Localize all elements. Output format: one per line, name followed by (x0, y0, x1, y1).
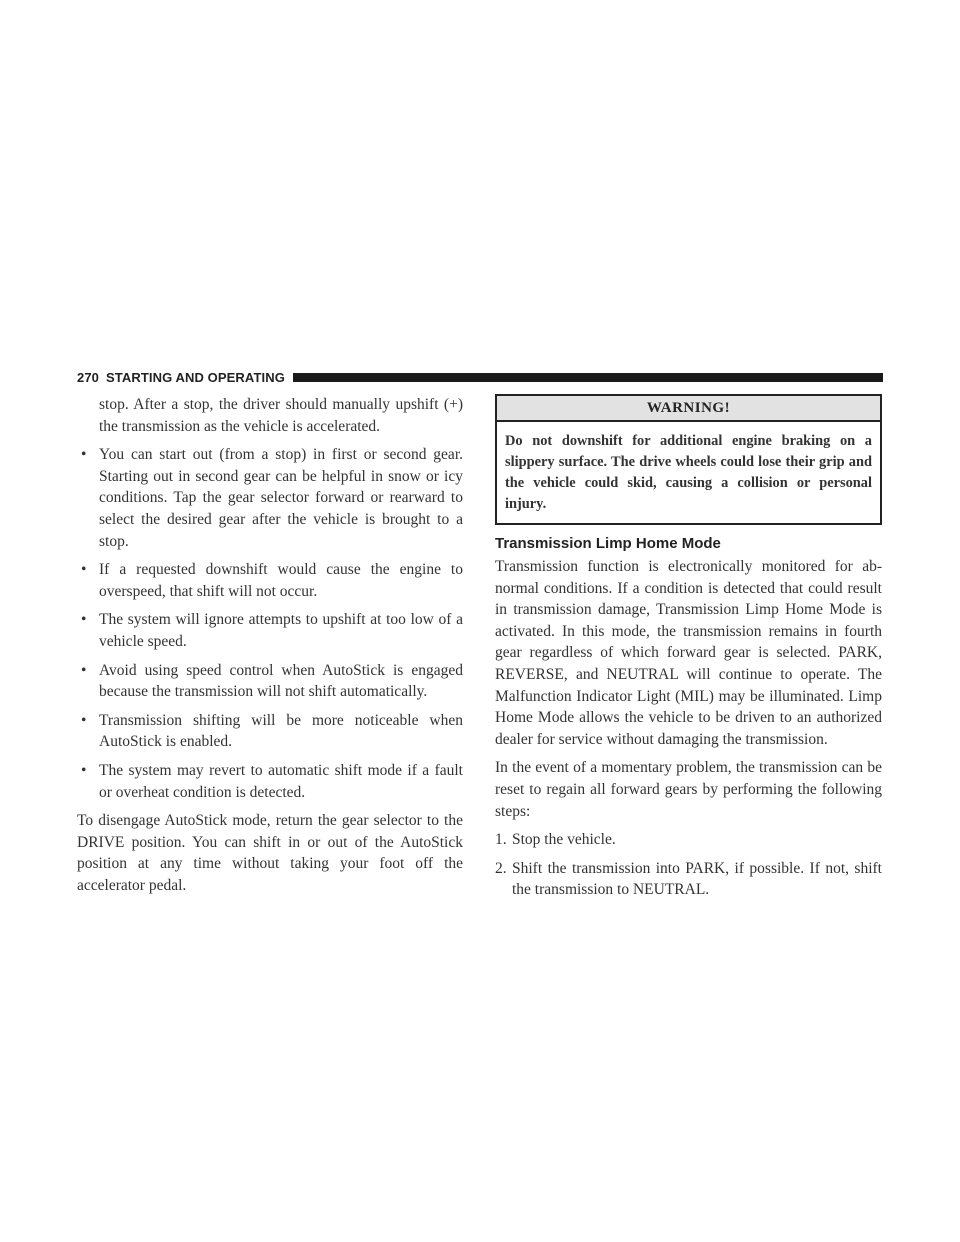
warning-title: WARNING! (497, 396, 880, 422)
bullet-icon: • (81, 761, 87, 779)
warning-box (495, 394, 882, 525)
warning-body: Do not downshift for additional engine braking on a slippery surface. The drive wheels could lose their grip and the vehicle could skid, causing a collision or personal injury. (505, 433, 872, 512)
list-item-text: You can start out (from a stop) in first or second gear. Starting out in second gear can be helpful in snow or icy conditions. Tap the gear selector forward or rearward to select the desired gear after the vehicle is brought to a stop. (99, 446, 463, 550)
list-item-text: The system will ignore attempts to upshift at too low of a vehicle speed. (99, 611, 463, 650)
section-heading: Transmission Limp Home Mode (495, 535, 721, 552)
step-number: 2. (495, 859, 507, 877)
bullet-icon: • (81, 611, 87, 629)
step-text: Stop the vehicle. (512, 831, 616, 849)
right-column (495, 394, 882, 901)
closing-paragraph: To disengage AutoStick mode, return the gear selector to the DRIVE position. You can shift in or out of the AutoStick position at any time without taking your foot off the accelerator pedal. (77, 812, 463, 894)
bullet-icon: • (81, 661, 87, 679)
body-paragraph: In the event of a momentary problem, the transmission can be reset to regain all forward gears by performing the following steps: (495, 759, 882, 820)
list-item-text: If a requested downshift would cause the engine to overspeed, that shift will not occur. (99, 561, 463, 600)
list-item-text: Avoid using speed control when AutoStick is engaged because the transmission will not shift automatically. (99, 661, 463, 701)
step-text: Shift the transmission into PARK, if possible. If not, shift the transmission to NEUTRAL. (512, 859, 882, 899)
bullet-icon: • (81, 446, 87, 464)
bullet-icon: • (81, 711, 87, 729)
step-number: 1. (495, 831, 507, 849)
list-item (77, 760, 463, 803)
list-item-text: The system may revert to automatic shift mode if a fault or overheat condition is detected. (99, 761, 463, 801)
list-item (77, 660, 463, 703)
section-title: STARTING AND OPERATING (106, 369, 285, 385)
bullet-icon: • (81, 561, 87, 579)
continuation-text: stop. After a stop, the driver should manually upshift (+) the transmission as the vehicle is accelerated. (99, 396, 463, 435)
page-number: 270 (77, 369, 99, 385)
page-header (77, 369, 883, 385)
list-item-text: Transmission shifting will be more noticeable when AutoStick is enabled. (99, 711, 463, 751)
step-item (495, 858, 882, 901)
list-item (77, 444, 463, 552)
step-item (495, 829, 882, 851)
header-rule (293, 373, 883, 382)
left-column (77, 394, 463, 896)
list-item (77, 559, 463, 602)
body-paragraph: Transmission function is electronically monitored for abnormal conditions. If a condition is detected that could result in transmission damage, Transmission Limp Home Mode is activated. In this mode, the transmission remains in fourth gear regardless of which forward gear is selected. PARK, REVERSE, and NEUTRAL will continue to operate. The Malfunction Indicator Light (MIL) may be illuminated. Limp Home Mode allows the vehicle to be driven to an authorized dealer for service without damaging the transmission. (495, 558, 882, 748)
list-item (77, 609, 463, 652)
list-item (77, 710, 463, 753)
